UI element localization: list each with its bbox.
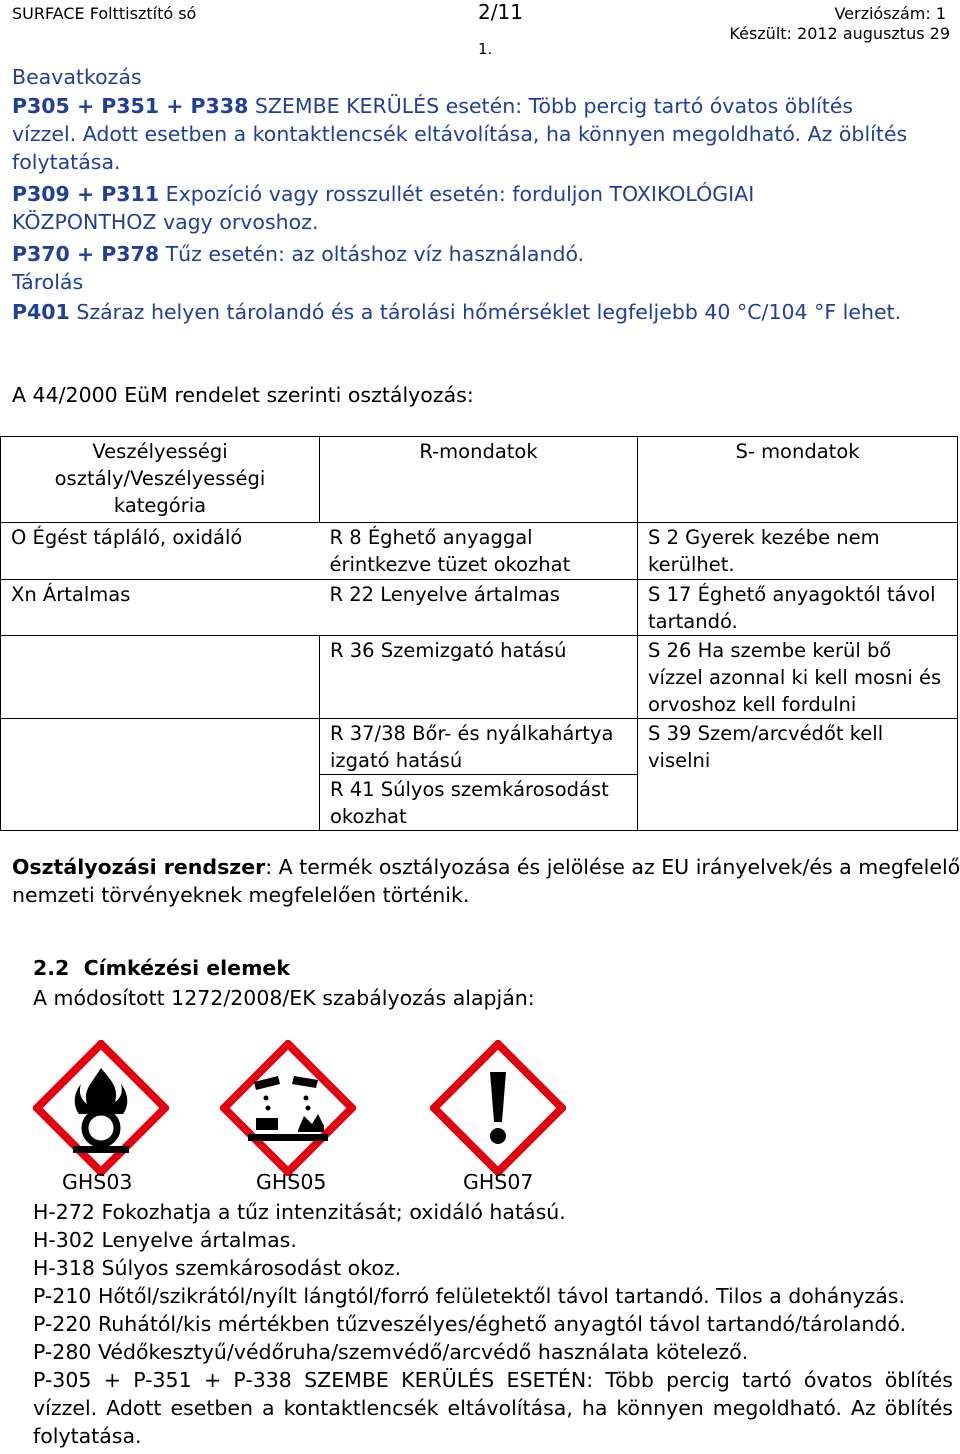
version-number: Verziószám: 1 [834, 4, 946, 23]
section-title: Címkézési elemek [83, 956, 290, 980]
p305-statement [12, 92, 853, 120]
classification-system-label: Osztályozási rendszer [12, 855, 266, 879]
header-s-phrases: S- mondatok [638, 437, 958, 523]
header-hazard-class: Veszélyességi osztály/Veszélyességi kategória [1, 437, 320, 523]
p370-text: Tűz esetén: az oltáshoz víz használandó. [159, 242, 585, 266]
table-cell: S 39 Szem/arcvédőt kell viselni [638, 719, 958, 775]
p401-statement [12, 298, 901, 326]
p309-text: Expozíció vagy rosszullét esetén: forduljon TOXIKOLÓGIAI [159, 182, 755, 206]
table-cell: S 26 Ha szembe kerül bő vízzel azonnal ki kell mosni és orvoshoz kell fordulni [638, 636, 958, 719]
table-cell: Xn Ártalmas [1, 580, 320, 636]
p309-statement [12, 180, 754, 208]
exclamation-mark-icon [430, 1040, 566, 1176]
table-row [1, 523, 958, 580]
p305-line2: vízzel. Adott esetben a kontaktlencsék eltávolítása, ha könnyen megoldható. Az öblítés [12, 122, 908, 146]
section-subtitle: A módosított 1272/2008/EK szabályozás alapján: [33, 986, 535, 1010]
intervention-title: Beavatkozás [12, 65, 142, 89]
p401-text: Száraz helyen tárolandó és a tárolási hőmérséklet legfeljebb 40 °C/104 °F lehet. [69, 300, 902, 324]
hazard-statement: H-302 Lenyelve ártalmas. [33, 1228, 297, 1252]
table-cell: R 36 Szemizgató hatású [320, 636, 638, 719]
table-cell: R 41 Súlyos szemkárosodást okozhat [320, 775, 638, 831]
flame-over-circle-icon [33, 1040, 169, 1176]
precautionary-statement: P-210 Hőtől/szikrától/nyílt lángtól/forró felületektől távol tartandó. Tilos a dohányzás. [33, 1284, 905, 1308]
classification-system-line2: nemzeti törvényeknek megfelelően történik. [12, 883, 470, 907]
table-cell: S 2 Gyerek kezébe nem kerülhet. [638, 523, 958, 580]
table-cell [638, 775, 958, 831]
storage-title: Tárolás [12, 270, 84, 294]
table-cell: S 17 Éghető anyagoktól távol tartandó. [638, 580, 958, 636]
table-cell [1, 719, 320, 775]
table-row [1, 719, 958, 775]
p370-statement [12, 240, 584, 268]
table-header-row [1, 437, 958, 523]
header-r-phrases: R-mondatok [320, 437, 638, 523]
pictogram-code-ghs07: GHS07 [463, 1170, 534, 1194]
p309-line2: KÖZPONTHOZ vagy orvoshoz. [12, 210, 319, 234]
product-name: SURFACE Folttisztító só [12, 4, 197, 23]
table-row [1, 775, 958, 831]
classification-table [0, 436, 958, 831]
p305-text: SZEMBE KERÜLÉS esetén: Több percig tartó óvatos öblítés [248, 94, 854, 118]
page-number: 2/11 [478, 0, 523, 24]
precautionary-statement: P-280 Védőkesztyű/védőruha/szemvédő/arcvédő használata kötelező. [33, 1340, 749, 1364]
table-cell [1, 775, 320, 831]
classification-system [12, 853, 960, 881]
precautionary-statement-p305-line3: folytatása. [33, 1424, 142, 1448]
p305-code: P305 + P351 + P338 [12, 94, 249, 118]
pictogram-code-ghs05: GHS05 [256, 1170, 327, 1194]
table-cell: O Égést tápláló, oxidáló [1, 523, 320, 580]
p370-code: P370 + P378 [12, 242, 160, 266]
classification-system-text: : A termék osztályozása és jelölése az EU irányelvek/és a megfelelő [265, 855, 960, 879]
table-row [1, 636, 958, 719]
precautionary-statement-p305: P-305 + P-351 + P-338 SZEMBE KERÜLÉS ESETÉN: Több percig tartó óvatos öblítés [33, 1368, 953, 1392]
table-row [1, 580, 958, 636]
table-cell: R 22 Lenyelve ártalmas [320, 580, 638, 636]
table-cell: R 37/38 Bőr- és nyálkahártya izgató hatású [320, 719, 638, 775]
table-cell [1, 636, 320, 719]
page-number-suffix: 1. [478, 40, 493, 58]
issue-date: Készült: 2012 augusztus 29 [729, 24, 950, 43]
p305-line3: folytatása. [12, 150, 121, 174]
p401-code: P401 [12, 300, 70, 324]
section-heading [33, 956, 290, 980]
precautionary-statement-p305-line2: vízzel. Adott esetben a kontaktlencsék eltávolítása, ha könnyen megoldható. Az öblítés [33, 1396, 953, 1420]
precautionary-statement: P-220 Ruhától/kis mértékben tűzveszélyes/éghető anyagtól távol tartandó/tárolandó. [33, 1312, 907, 1336]
table-cell: R 8 Éghető anyaggal érintkezve tüzet okozhat [320, 523, 638, 580]
hazard-statement: H-318 Súlyos szemkárosodást okoz. [33, 1256, 402, 1280]
section-number: 2.2 [33, 956, 70, 980]
classification-title: A 44/2000 EüM rendelet szerinti osztályozás: [12, 383, 474, 407]
pictogram-code-ghs03: GHS03 [62, 1170, 133, 1194]
corrosion-icon [220, 1040, 356, 1176]
hazard-statement: H-272 Fokozhatja a tűz intenzitását; oxidáló hatású. [33, 1200, 566, 1224]
p309-code: P309 + P311 [12, 182, 160, 206]
